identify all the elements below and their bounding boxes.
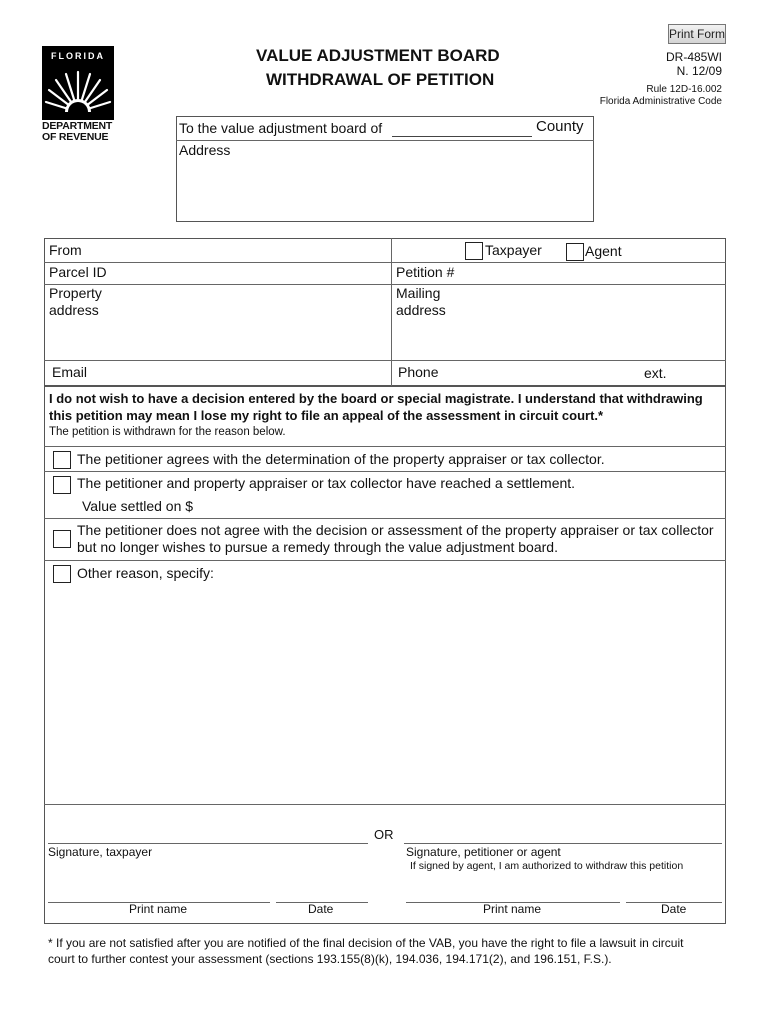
settlement-reason: The petitioner and property appraiser or tax collector have reached a settlement. bbox=[77, 475, 576, 491]
footnote-line1: * If you are not satisfied after you are notified of the final decision of the VAB, you have the right to file a lawsuit in circuit bbox=[48, 936, 684, 950]
disagree-reason-line2: but no longer wishes to pursue a remedy through the value adjustment board. bbox=[77, 539, 558, 555]
value-settled-label: Value settled on $ bbox=[82, 498, 194, 514]
taxpayer-print-name-label: Print name bbox=[129, 902, 188, 916]
footnote-line2: court to further contest your assessment (sections 193.155(8)(k), 194.036, 194.171(2), and 196.151, F.S.). bbox=[48, 952, 612, 966]
row-divider bbox=[44, 471, 726, 472]
address-field[interactable] bbox=[180, 160, 590, 218]
agent-label: Agent bbox=[585, 243, 622, 259]
form-title-line2: WITHDRAWAL OF PETITION bbox=[266, 70, 495, 89]
florida-dor-logo bbox=[42, 46, 114, 120]
agent-signature-label: Signature, petitioner or agent bbox=[406, 845, 561, 859]
row-divider bbox=[44, 518, 726, 519]
agent-note: If signed by agent, I am authorized to withdraw this petition bbox=[410, 860, 684, 872]
parcel-id-label: Parcel ID bbox=[49, 264, 107, 280]
sunburst-icon bbox=[42, 62, 114, 120]
taxpayer-label: Taxpayer bbox=[485, 242, 542, 258]
row-divider bbox=[44, 446, 726, 447]
property-address-label: Property address bbox=[49, 285, 102, 318]
agent-print-name-label: Print name bbox=[483, 902, 542, 916]
print-form-button[interactable]: Print Form bbox=[668, 24, 726, 44]
disagree-checkbox[interactable] bbox=[53, 530, 71, 548]
admin-code: Florida Administrative Code bbox=[599, 96, 722, 107]
addressee-divider bbox=[176, 140, 594, 141]
disagree-reason-line1: The petitioner does not agree with the decision or assessment of the property appraiser or tax collector bbox=[77, 522, 714, 538]
form-number: DR-485WI bbox=[665, 50, 722, 64]
row-divider bbox=[44, 284, 726, 285]
petitioner-info-table bbox=[44, 238, 726, 386]
petitioner-column-divider bbox=[391, 238, 392, 386]
agent-date-label: Date bbox=[661, 902, 687, 916]
statement-line1: I do not wish to have a decision entered by the board or special magistrate. I understand that withdrawing bbox=[49, 391, 703, 406]
rule-number: Rule 12D-16.002 bbox=[646, 84, 722, 95]
statement-line2: this petition may mean I lose my right to file an appeal of the assessment in circuit court.* bbox=[49, 408, 604, 423]
board-label: To the value adjustment board of bbox=[179, 120, 383, 136]
row-divider bbox=[44, 804, 726, 805]
agent-checkbox[interactable] bbox=[566, 243, 584, 261]
form-title-line1: VALUE ADJUSTMENT BOARD bbox=[256, 46, 500, 65]
taxpayer-signature-label: Signature, taxpayer bbox=[48, 845, 153, 859]
row-divider bbox=[44, 560, 726, 561]
other-reason-checkbox[interactable] bbox=[53, 565, 71, 583]
email-label: Email bbox=[52, 364, 88, 380]
settlement-checkbox[interactable] bbox=[53, 476, 71, 494]
row-divider bbox=[44, 262, 726, 263]
or-label: OR bbox=[374, 827, 394, 842]
agree-reason: The petitioner agrees with the determination of the property appraiser or tax collector. bbox=[77, 451, 605, 467]
taxpayer-signature-line[interactable] bbox=[48, 843, 368, 844]
logo-word: FLORIDA bbox=[51, 51, 105, 61]
agree-checkbox[interactable] bbox=[53, 451, 71, 469]
other-reason-label: Other reason, specify: bbox=[77, 565, 214, 581]
mailing-address-label: Mailing address bbox=[396, 285, 446, 318]
row-divider bbox=[44, 360, 726, 361]
agent-signature-line[interactable] bbox=[404, 843, 722, 844]
address-label: Address bbox=[179, 142, 231, 158]
taxpayer-checkbox[interactable] bbox=[465, 242, 483, 260]
other-reason-field[interactable] bbox=[50, 586, 720, 800]
logo-department-text: DEPARTMENT OF REVENUE bbox=[42, 120, 113, 143]
form-revision: N. 12/09 bbox=[676, 64, 722, 78]
reason-intro: The petition is withdrawn for the reason below. bbox=[49, 426, 286, 438]
phone-label: Phone bbox=[398, 364, 439, 380]
petition-number-label: Petition # bbox=[396, 264, 455, 280]
ext-label: ext. bbox=[644, 365, 667, 381]
taxpayer-date-label: Date bbox=[308, 902, 334, 916]
county-label: County bbox=[536, 118, 584, 135]
county-name-field[interactable] bbox=[392, 136, 532, 137]
from-label: From bbox=[49, 242, 82, 258]
